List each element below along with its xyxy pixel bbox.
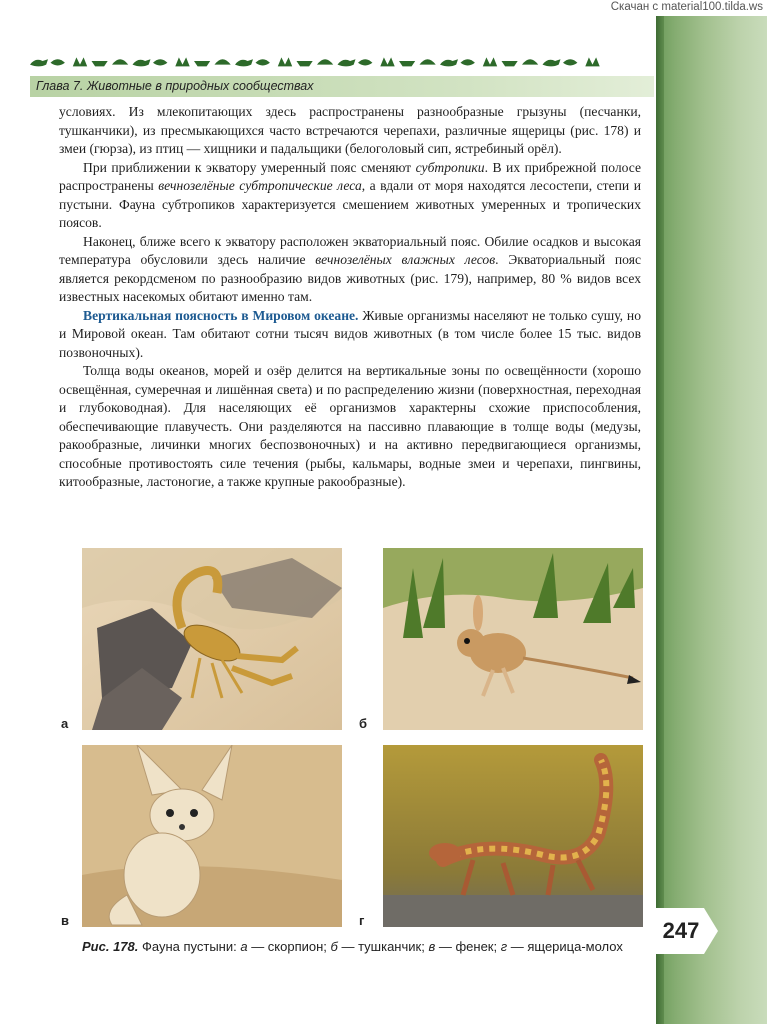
paragraph-3 xyxy=(59,233,641,307)
animal-silhouette-icon xyxy=(256,59,270,65)
page-number-tab xyxy=(650,908,720,954)
caption-letter: в xyxy=(428,939,436,954)
photo-jerboa xyxy=(383,548,643,730)
photo-label-g: г xyxy=(359,913,365,928)
animal-silhouette-icon xyxy=(30,59,48,66)
watermark: Скачан с material100.tilda.ws xyxy=(610,1,763,13)
text-span: . В их прибрежной полосе распространены xyxy=(59,159,641,193)
photo-thorny-devil xyxy=(383,745,643,927)
photo-scorpion xyxy=(82,548,342,730)
animal-silhouette-icon xyxy=(585,57,599,66)
animal-silhouette-icon xyxy=(440,59,458,66)
band-edge xyxy=(656,16,664,1024)
animal-silhouette-icon xyxy=(215,59,231,64)
animal-silhouette-icon xyxy=(502,57,518,66)
animal-silhouette-icon xyxy=(420,59,436,64)
animal-silhouette-icon xyxy=(399,57,415,66)
animal-silhouette-icon xyxy=(543,59,561,66)
text-span: Наконец, ближе всего к экватору расположен экваториальный пояс. Обилие осадков и высокая температура обусловили здесь наличие xyxy=(59,233,641,267)
section-heading: Вертикальная поясность в Мировом океане. xyxy=(83,307,359,323)
paragraph-5: Толща воды океанов, морей и озёр делится на вертикальные зоны по освещённости (хорошо освещённая, сумеречная и лишённая света) и по распределению жизни (поверхностная, переходная и глубоководная). Для населяющих её организмов характерны схожие приспособления, обеспечивающие плавучесть. Они разделяются на пассивно плавающие в толще воды (медузы, ракообразные, личинки многих беспозвоночных) и на активно передвигающиеся организмы, способные противостоять силе течения (рыбы, кальмары, водные змеи и черепахи, пингвины, китообразные, ластоногие, а также крупные ракообразные). xyxy=(59,363,641,489)
animal-silhouette-icon xyxy=(317,59,333,64)
paragraph-4 xyxy=(59,307,641,363)
animal-silhouette-icon xyxy=(73,57,87,66)
italic-term: вечнозелёные субтропические леса xyxy=(158,178,362,193)
animal-silhouette-icon xyxy=(461,59,475,65)
animal-silhouette-icon xyxy=(358,59,372,65)
figure-caption xyxy=(82,938,648,955)
caption-text: Фауна пустыни: xyxy=(138,939,241,954)
photo-fennec xyxy=(82,745,342,927)
animal-silhouette-icon xyxy=(235,59,253,66)
animal-silhouette-icon xyxy=(153,59,167,65)
animal-silhouettes-strip xyxy=(30,50,610,72)
animal-silhouette-icon xyxy=(297,57,313,66)
animal-silhouette-icon xyxy=(278,57,292,66)
chapter-header-bar xyxy=(30,76,654,97)
text-span: . Экваториальный пояс является рекордсменом по разнообразию видов животных (рис. 179), например, 80 % видов всех известных насекомых обитают именно там. xyxy=(59,252,642,304)
animal-silhouette-icon xyxy=(522,59,538,64)
animal-silhouette-icon xyxy=(338,59,356,66)
body-text xyxy=(59,103,641,492)
text-span: При приближении к экватору умеренный пояс сменяют xyxy=(83,159,416,175)
animal-silhouette-icon xyxy=(133,59,151,66)
animal-silhouette-icon xyxy=(112,59,128,64)
caption-text: — фенек; xyxy=(435,939,501,954)
caption-letter: б xyxy=(330,939,338,954)
animal-silhouette-icon xyxy=(175,57,189,66)
chapter-title: Глава 7. Животные в природных сообществах xyxy=(36,79,314,93)
photo-label-b: б xyxy=(359,716,368,731)
paragraph-1: условиях. Из млекопитающих здесь распространены разнообразные грызуны (песчанки, тушканчики), из пресмыкающихся часто встречаются черепахи, различные ящерицы (рис. 178) и змеи (гюрза), из птиц — хищники и падальщики (белоголовый сип, ястребиный орёл). xyxy=(59,104,641,156)
text-span: Живые организмы населяют не только сушу, но и Мировой океан. Там обитают сотни тысяч видов животных (в том числе более 15 тыс. видов позвоночных). xyxy=(59,307,641,360)
caption-text: — ящерица-молох xyxy=(507,939,623,954)
animal-silhouette-icon xyxy=(194,57,210,66)
animal-silhouette-icon xyxy=(563,59,577,65)
animal-silhouette-icon xyxy=(51,59,65,65)
caption-text: — тушканчик; xyxy=(337,939,429,954)
animal-silhouette-icon xyxy=(483,57,497,66)
caption-title: Рис. 178. xyxy=(82,939,139,954)
caption-letter: а xyxy=(240,939,248,954)
text-span: , а вдали от моря находятся лесостепи, степи и пустыни. Фауна субтропиков характеризуется смешением животных умеренных и тропических поясов. xyxy=(59,178,641,230)
caption-letter: г xyxy=(500,939,508,954)
photo-label-v: в xyxy=(61,913,69,928)
animal-silhouette-icon xyxy=(92,57,108,66)
page-number: 247 xyxy=(662,918,700,943)
page-edge-band xyxy=(656,16,767,1024)
photo-label-a: а xyxy=(61,716,69,731)
caption-text: — скорпион; xyxy=(247,939,331,954)
italic-term: субтропики xyxy=(415,159,485,175)
italic-term: вечнозелёных влажных лесов xyxy=(315,252,496,267)
paragraph-2 xyxy=(59,159,641,233)
animal-silhouette-icon xyxy=(380,57,394,66)
